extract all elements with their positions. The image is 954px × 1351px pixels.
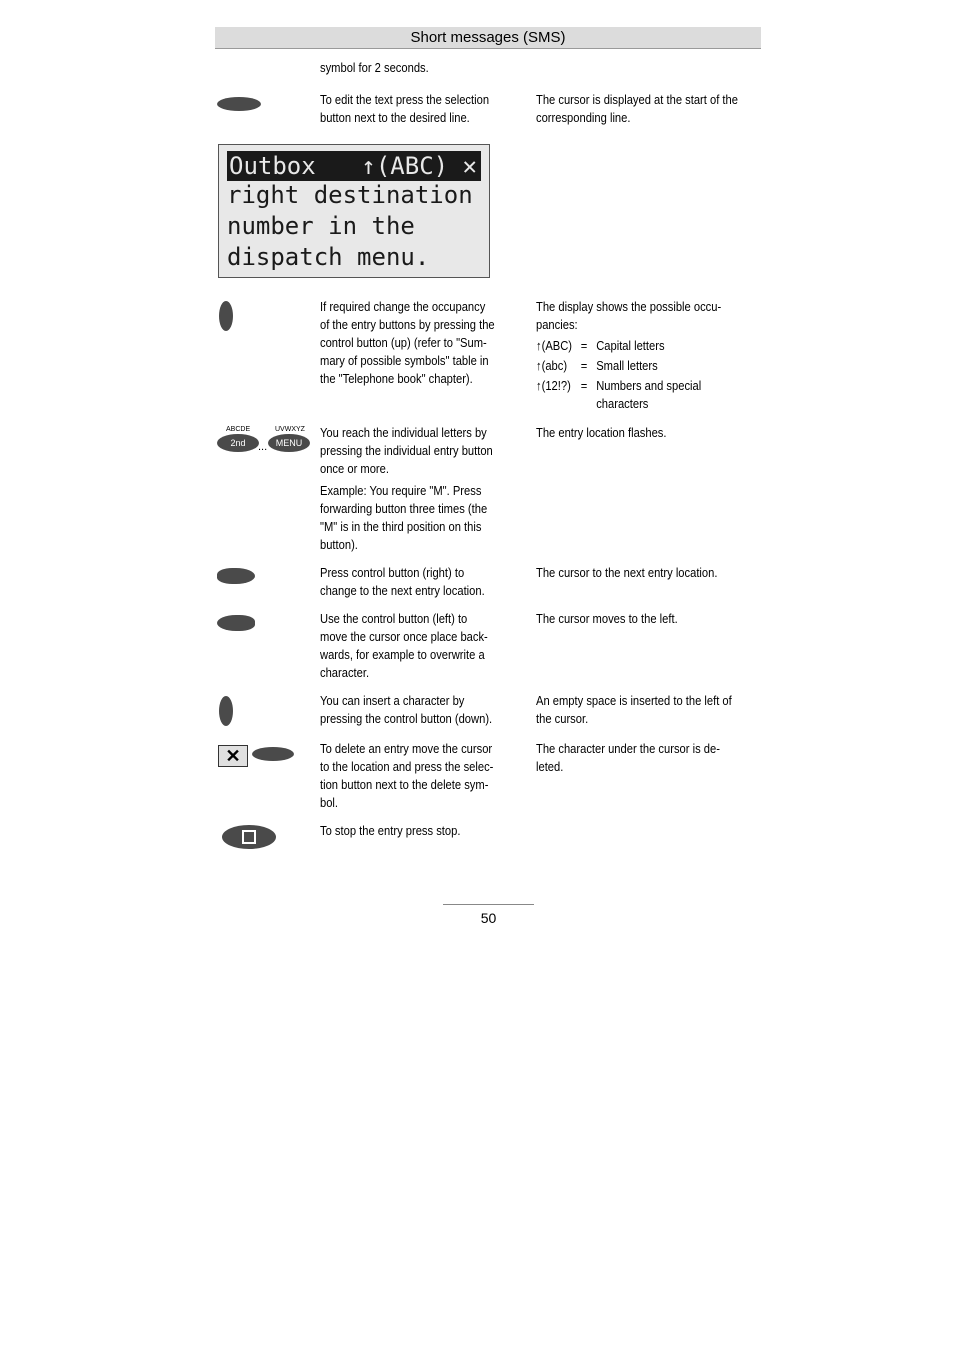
- edit-instruction: To edit the text press the selection button next to the desired line.: [320, 92, 490, 125]
- edit-result: The cursor is displayed at the start of the corresponding line.: [536, 92, 738, 125]
- key-2nd-icon: 2nd: [217, 434, 259, 452]
- display-line: dispatch menu.: [227, 243, 430, 271]
- occupancy-instruction: If required change the occupancy of the entry buttons by pressing the control button (up) (refer to "Sum- mary of possible symbols" table in the "Telephone book" chapter).: [320, 299, 495, 386]
- phone-display: [218, 144, 490, 278]
- display-title: Outbox: [229, 152, 316, 180]
- display-line: number in the: [227, 212, 415, 240]
- delete-result: The character under the cursor is de- leted.: [536, 741, 720, 774]
- page-number: 50: [480, 910, 497, 926]
- key-menu-icon: MENU: [268, 434, 310, 452]
- selection-button-icon: [217, 97, 261, 111]
- letters-instruction: You reach the individual letters by pressing the individual entry button once or more.: [320, 425, 493, 476]
- control-up-icon: [219, 301, 233, 331]
- display-title-bar: [227, 151, 481, 181]
- right-result: The cursor to the next entry location.: [536, 565, 718, 580]
- key-letters-label: UVWXYZ: [275, 426, 305, 433]
- page-header: Short messages (SMS): [215, 27, 761, 49]
- letters-result: The entry location flashes.: [536, 425, 667, 440]
- stop-instruction: To stop the entry press stop.: [320, 823, 461, 838]
- occupancy-list: ↑(ABC) = Capital letters ↑(abc) = Small letters ↑(12!?) = Numbers and special characters: [536, 338, 702, 411]
- footer-rule: [443, 904, 534, 905]
- delete-icon: ✕: [218, 745, 248, 767]
- left-result: The cursor moves to the left.: [536, 611, 678, 626]
- control-left-icon: [217, 615, 255, 631]
- insert-instruction: You can insert a character by pressing the control button (down).: [320, 693, 493, 726]
- stop-square-icon: [242, 830, 256, 844]
- selection-button-icon: [252, 747, 294, 761]
- insert-result: An empty space is inserted to the left of the cursor.: [536, 693, 732, 726]
- key-range-dots: ...: [258, 441, 268, 453]
- occupancy-result: The display shows the possible occu- pancies:: [536, 299, 722, 332]
- stop-button-icon: [222, 825, 276, 849]
- display-mode-indicator: ↑(ABC) ✕: [361, 152, 477, 180]
- key-letters-label: ABCDE: [226, 426, 251, 433]
- intro-text: symbol for 2 seconds.: [320, 60, 429, 75]
- delete-instruction: To delete an entry move the cursor to the location and press the selec- tion button next to the delete sym- bol.: [320, 741, 494, 810]
- letters-example: Example: You require "M". Press forwarding button three times (the "M" is in the third position on this button).: [320, 483, 488, 552]
- left-instruction: Use the control button (left) to move the cursor once place back- wards, for example to overwrite a character.: [320, 611, 488, 680]
- control-down-icon: [219, 696, 233, 726]
- control-right-icon: [217, 568, 255, 584]
- right-instruction: Press control button (right) to change to the next entry location.: [320, 565, 485, 598]
- display-line: right destination: [227, 181, 473, 209]
